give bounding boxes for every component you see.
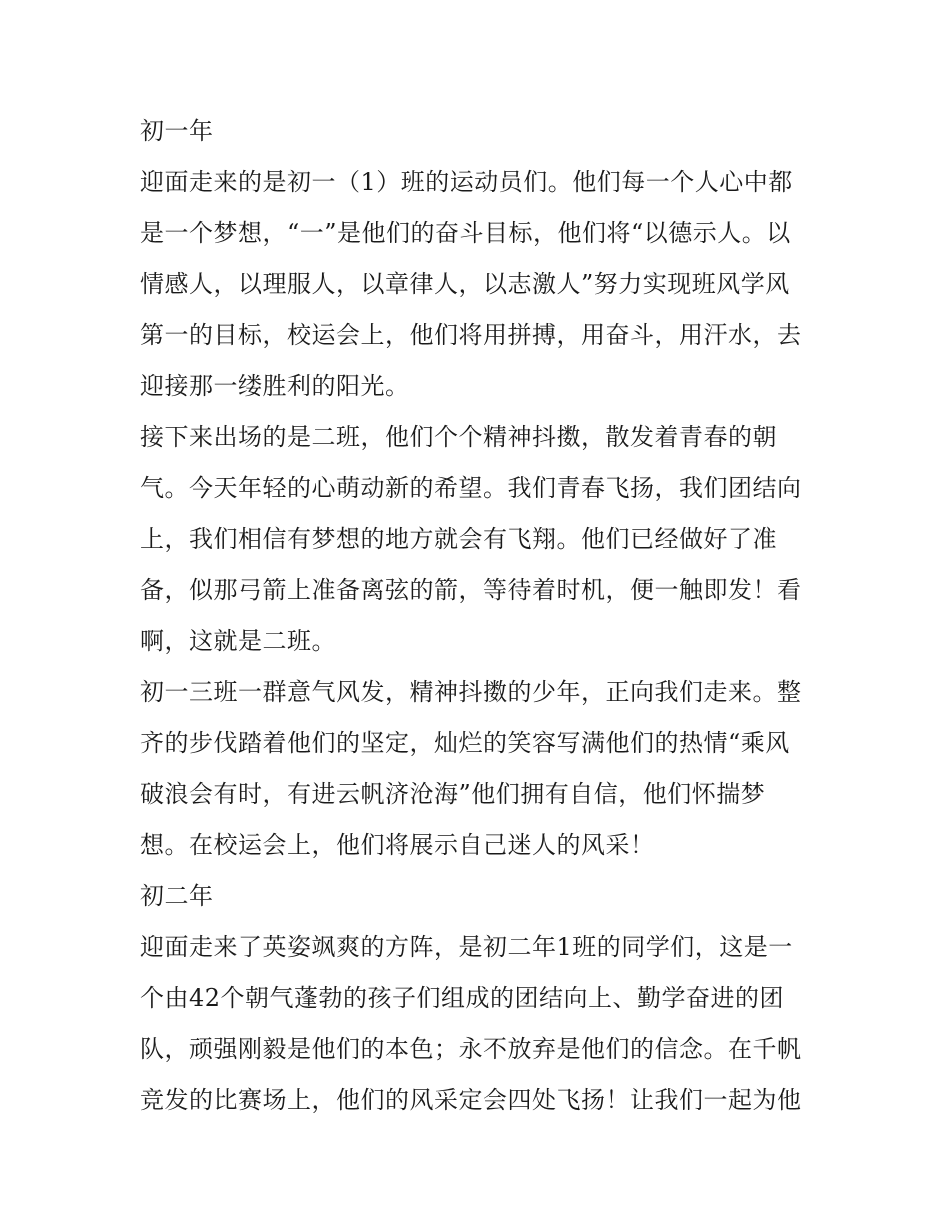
text-line: 初一三班一群意气风发，精神抖擞的少年，正向我们走来。整	[140, 678, 802, 706]
text-line: 迎面走来的是初一（1）班的运动员们。他们每一个人心中都	[140, 168, 793, 196]
text-line: 个由42个朝气蓬勃的孩子们组成的团结向上、勤学奋进的团	[140, 984, 785, 1012]
text-line: 气。今天年轻的心萌动新的希望。我们青春飞扬，我们团结向	[140, 474, 802, 502]
text-line: 迎接那一缕胜利的阳光。	[140, 372, 410, 400]
text-line: 竞发的比赛场上，他们的风采定会四处飞扬！让我们一起为他	[140, 1086, 802, 1114]
text-line: 接下来出场的是二班，他们个个精神抖擞，散发着青春的朝	[140, 423, 777, 451]
text-line: 是一个梦想，“一”是他们的奋斗目标，他们将“以德示人。以	[140, 219, 791, 247]
text-line: 破浪会有时，有进云帆济沧海”他们拥有自信，他们怀揣梦	[140, 780, 766, 808]
section-heading-grade-1: 初一年	[140, 117, 214, 145]
text-line: 备，似那弓箭上准备离弦的箭，等待着时机，便一触即发！看	[140, 576, 802, 604]
document-body	[140, 106, 820, 1126]
text-line: 啊，这就是二班。	[140, 627, 336, 655]
text-line: 上，我们相信有梦想的地方就会有飞翔。他们已经做好了准	[140, 525, 777, 553]
section-heading-grade-2: 初二年	[140, 882, 214, 910]
text-line: 齐的步伐踏着他们的坚定，灿烂的笑容写满他们的热情“乘风	[140, 729, 790, 757]
text-line: 队，顽强刚毅是他们的本色；永不放弃是他们的信念。在千帆	[140, 1035, 802, 1063]
text-line: 第一的目标，校运会上，他们将用拼搏，用奋斗，用汗水，去	[140, 321, 802, 349]
text-line: 想。在校运会上，他们将展示自己迷人的风采！	[140, 831, 655, 859]
text-line: 情感人，以理服人，以章律人，以志激人”努力实现班风学风	[140, 270, 790, 298]
text-line: 迎面走来了英姿飒爽的方阵，是初二年1班的同学们，这是一	[140, 933, 793, 961]
